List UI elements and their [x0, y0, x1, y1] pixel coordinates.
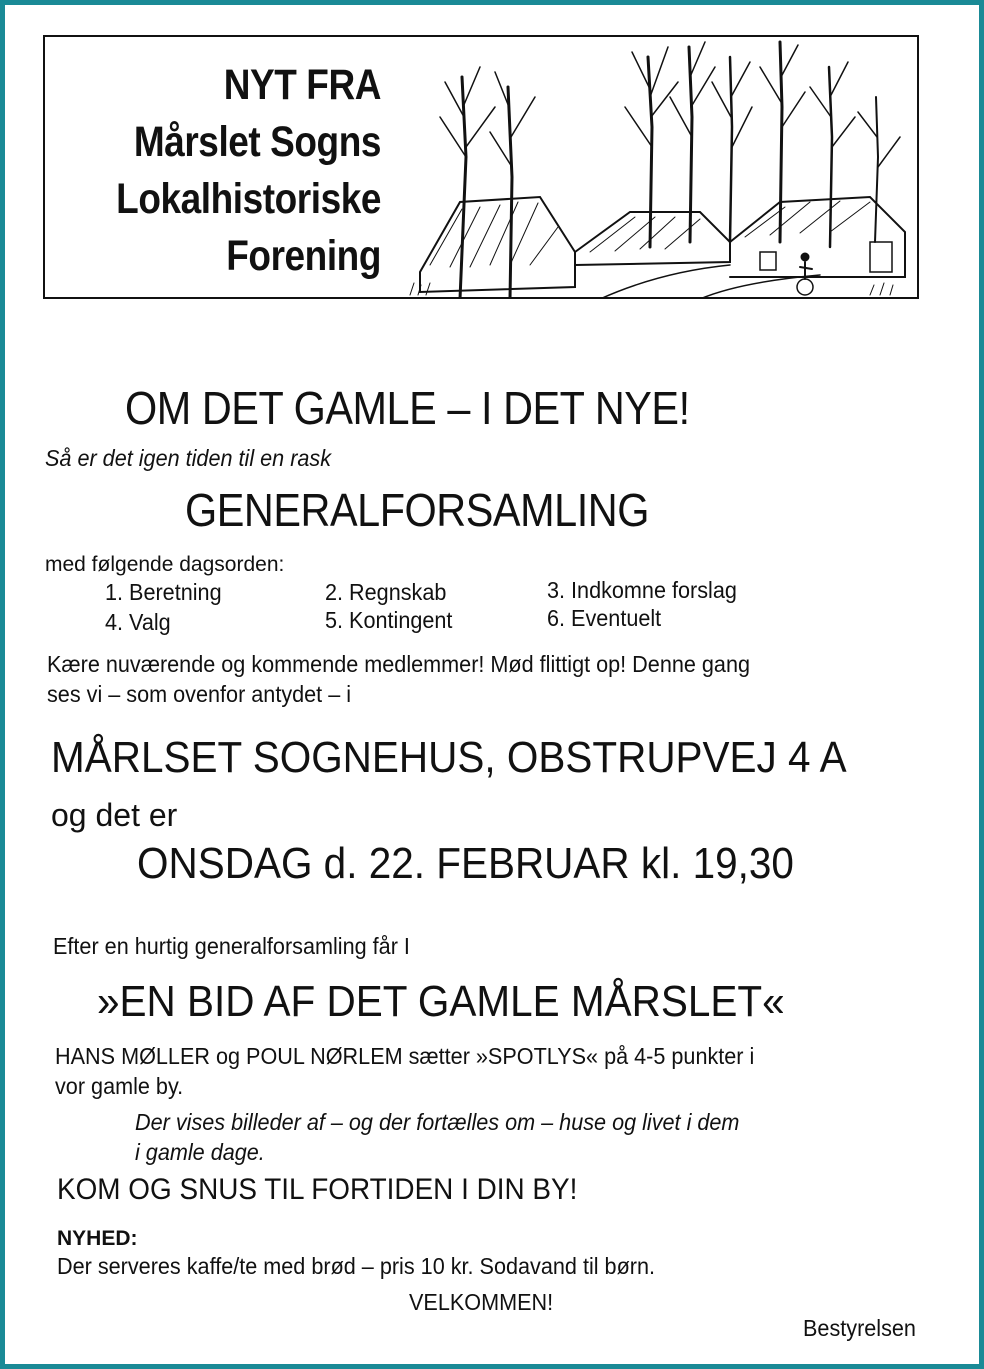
call-to-action: KOM OG SNUS TIL FORTIDEN I DIN BY!: [57, 1173, 578, 1206]
invite-line: ses vi – som ovenfor antydet – i: [47, 681, 352, 707]
news-text: Der serveres kaffe/te med brød – pris 10 kr. Sodavand til børn.: [57, 1253, 656, 1279]
venue: MÅRLSET SOGNEHUS, OBSTRUPVEJ 4 A: [51, 733, 847, 782]
talk-subtext: Der vises billeder af – og der fortælles om – huse og livet i dem: [135, 1109, 740, 1135]
masthead-line: Forening: [226, 232, 381, 280]
agenda-item: 4. Valg: [105, 609, 171, 635]
talk-description: HANS MØLLER og POUL NØRLEM sætter »SPOTLYS« på 4-5 punkter i: [55, 1043, 755, 1069]
headline: OM DET GAMLE – I DET NYE!: [125, 382, 690, 434]
intro-text: Så er det igen tiden til en rask: [45, 445, 332, 471]
event-date: ONSDAG d. 22. FEBRUAR kl. 19,30: [137, 839, 794, 888]
agenda-item: 5. Kontingent: [325, 607, 453, 633]
talk-title: »EN BID AF DET GAMLE MÅRSLET«: [97, 977, 785, 1026]
talk-subtext: i gamle dage.: [135, 1139, 265, 1165]
event-title: GENERALFORSAMLING: [185, 484, 649, 536]
welcome-text: VELKOMMEN!: [409, 1289, 554, 1315]
masthead-line: Mårslet Sogns: [133, 118, 381, 166]
masthead-line: NYT FRA: [223, 61, 381, 109]
news-label: NYHED:: [57, 1227, 138, 1250]
invite-line: Kære nuværende og kommende medlemmer! Mød flittigt op! Denne gang: [47, 651, 751, 677]
village-sketch-illustration: [400, 37, 919, 299]
masthead-title: [92, 57, 381, 285]
agenda-item: 1. Beretning: [105, 579, 222, 605]
agenda-item: 6. Eventuelt: [547, 605, 662, 631]
signature: Bestyrelsen: [803, 1315, 916, 1341]
after-text: Efter en hurtig generalforsamling får I: [53, 933, 410, 959]
talk-description: vor gamle by.: [55, 1073, 184, 1099]
connector-text: og det er: [51, 797, 178, 833]
masthead-box: [43, 35, 919, 299]
agenda-label: med følgende dagsorden:: [45, 553, 285, 576]
masthead-line: Lokalhistoriske: [116, 175, 381, 223]
agenda-item: 3. Indkomne forslag: [547, 577, 737, 603]
agenda-item: 2. Regnskab: [325, 579, 447, 605]
